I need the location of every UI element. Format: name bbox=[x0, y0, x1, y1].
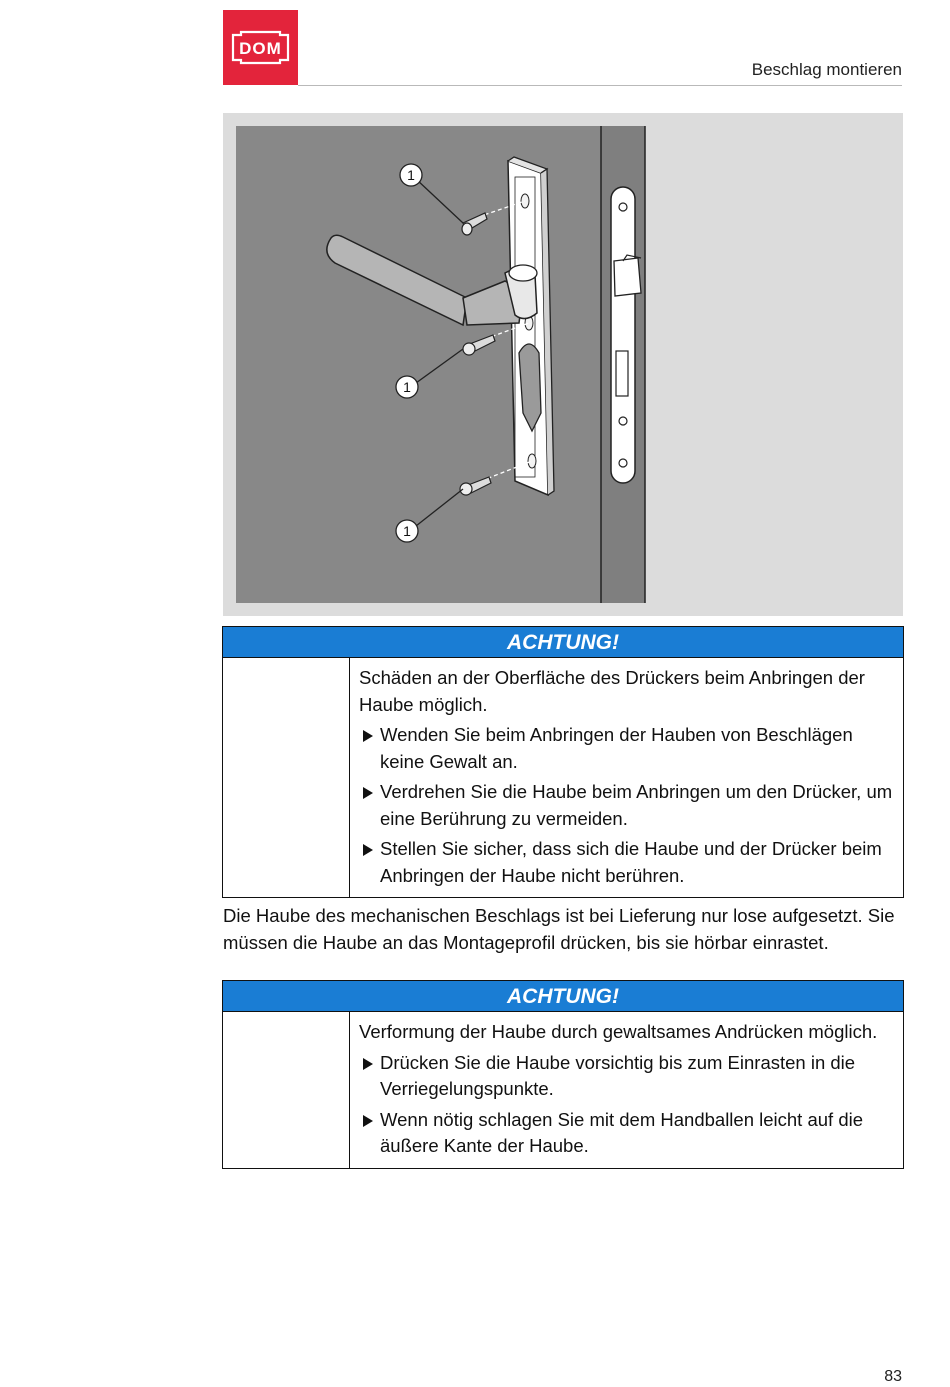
callout-label: 1 bbox=[403, 523, 411, 539]
bullet-arrow-icon bbox=[363, 1058, 373, 1070]
caution-notice-2 bbox=[222, 980, 904, 1169]
notice-heading: ACHTUNG! bbox=[223, 981, 903, 1012]
handle-mounting-illustration bbox=[223, 113, 903, 616]
caution-notice-1 bbox=[222, 626, 904, 898]
dom-logo bbox=[223, 10, 298, 85]
dom-logo-mark bbox=[223, 10, 298, 85]
section-title: Beschlag montieren bbox=[751, 60, 902, 79]
header-divider bbox=[298, 85, 902, 86]
callout-1-middle bbox=[396, 376, 418, 398]
notice-icon-cell bbox=[223, 658, 350, 897]
notice-bullet: Drücken Sie die Haube vorsichtig bis zum Einrasten in die Verriegelungspunkte. bbox=[359, 1050, 893, 1103]
notice-bullet: Verdrehen Sie die Haube beim Anbringen um den Drücker, um eine Berührung zu vermeiden. bbox=[359, 779, 893, 832]
notice-intro: Schäden an der Oberfläche des Drückers beim Anbringen der Haube möglich. bbox=[359, 667, 865, 715]
handle-backplate bbox=[508, 157, 554, 495]
notice-bullet: Wenden Sie beim Anbringen der Hauben von Beschlägen keine Gewalt an. bbox=[359, 722, 893, 775]
svg-text:DOM: DOM bbox=[239, 39, 282, 58]
notice-heading: ACHTUNG! bbox=[223, 627, 903, 658]
bullet-arrow-icon bbox=[363, 730, 373, 742]
body-paragraph: Die Haube des mechanischen Beschlags ist bei Lieferung nur lose aufgesetzt. Sie müssen die Haube an das Montageprofil drücken, bis sie hörbar einrastet. bbox=[223, 905, 895, 953]
notice-icon-cell bbox=[223, 1012, 350, 1168]
callout-1-top bbox=[400, 164, 422, 186]
notice-intro: Verformung der Haube durch gewaltsames Andrücken möglich. bbox=[359, 1021, 878, 1042]
bullet-arrow-icon bbox=[363, 844, 373, 856]
bullet-arrow-icon bbox=[363, 1115, 373, 1127]
notice-bullet: Stellen Sie sicher, dass sich die Haube und der Drücker beim Anbringen der Haube nicht berühren. bbox=[359, 836, 893, 889]
page-number: 83 bbox=[884, 1368, 902, 1385]
callout-1-bottom bbox=[396, 520, 418, 542]
notice-bullet: Wenn nötig schlagen Sie mit dem Handballen leicht auf die äußere Kante der Haube. bbox=[359, 1107, 893, 1160]
callout-label: 1 bbox=[403, 379, 411, 395]
callout-label: 1 bbox=[407, 167, 415, 183]
bullet-arrow-icon bbox=[363, 787, 373, 799]
